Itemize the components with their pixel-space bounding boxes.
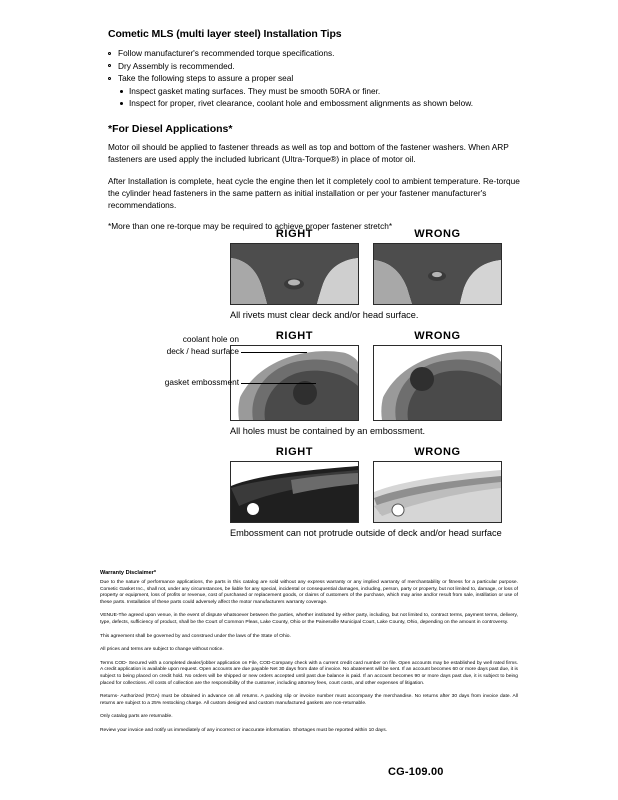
callout-line-1: coolant hole on [182,334,239,344]
warranty-section [100,570,518,742]
hollow-bullet-icon [108,64,111,67]
list-item [120,85,528,98]
warranty-paragraph: VENUE-The agreed upon venue, in the event of dispute whatsoever between the parties, whether instituted by either party, including, but not limited to, contract terms, payment terms, delivery, type, defects, sufficiency of product, shall be the Court of Common Pleas, Lake County, Ohio or the Painesville Municipal Court, Lake County, Ohio, depending on the amount in controversy. [100,613,518,625]
document-id: CG-109.00 [388,766,444,778]
retorque-note: *More than one re-torque may be required to achieve proper fastener stretch* [108,221,393,232]
sub-tips-list [120,85,528,110]
figure-label-wrong: WRONG [414,228,461,240]
list-item [108,72,528,85]
page-title: Cometic MLS (multi layer steel) Installation Tips [108,28,342,40]
figure-group-protrude [230,446,502,539]
tip-text: Follow manufacturer's recommended torque specifications. [118,48,335,58]
sub-tip-text: Inspect for proper, rivet clearance, coolant hole and embossment alignments as shown below. [129,98,474,109]
hollow-bullet-icon [108,52,111,55]
diesel-paragraph-1: Motor oil should be applied to fastener threads as well as top and bottom of the fastener washers. When ARP fasteners are used apply the included lubricant (Ultra-Torque®) in place of motor oil. [108,141,509,165]
hollow-bullet-icon [108,77,111,80]
figure-label-right: RIGHT [275,330,314,342]
callout-leader-line-1 [241,352,307,353]
tip-text: Take the following steps to assure a proper seal [118,73,294,84]
figure-image-protrude-right [230,461,359,523]
figure-group-rivets [230,228,502,321]
figure-wrong-protrude [373,446,502,523]
figure-right-embossment [230,330,359,421]
list-item [108,47,528,60]
figure-image-rivet-right [230,243,359,305]
figures-section [230,228,502,548]
figure-caption-rivets: All rivets must clear deck and/or head surface. [230,310,419,320]
warranty-paragraph: Due to the nature of performance applications, the parts in this catalog are sold without any express warranty or any implied warranty of merchantability or fitness for a particular purpose. Cometic Gasket Inc., shall not, under any circumstances, be liable for any special, incidental or consequential damages, including, person, party or property, but not limited to, damage, or loss of property or equipment, loss of profits or revenue, cost of purchased or replacement goods, or claims of customers of the purchase, which may arise and/or result from sale, instillation or use of these parts. Installation of these parts could adversely affect the motor manufacturers warranty coverage. [100,580,518,605]
callout-line-2: deck / head surface [166,345,239,356]
document-content [108,28,528,233]
figure-label-right: RIGHT [275,446,314,458]
callout-leader-line-2 [241,383,316,384]
warranty-paragraph: This agreement shall be governed by and construed under the laws of the State of Ohio. [100,633,291,639]
warranty-paragraph: Returns- Authorized (RGA) must be obtained in advance on all returns. A packing slip or invoice number must accompany the merchandise. No returns after 30 days from invoice date. All returns are subject to a 25% restocking charge. All custom designed and custom manufactured gaskets are non-returnable. [100,694,518,706]
callout-text: gasket embossment [164,377,239,387]
diesel-heading: *For Diesel Applications* [108,122,233,135]
solid-bullet-icon [120,102,123,105]
solid-bullet-icon [120,90,123,93]
figure-caption-protrude: Embossment can not protrude outside of deck and/or head surface [230,528,502,538]
figure-label-wrong: WRONG [414,446,461,458]
warranty-paragraph: Only catalog parts are returnable. [100,714,173,720]
figure-image-protrude-wrong [373,461,502,523]
protrude-right-diagram [231,462,358,522]
figure-wrong-rivets [373,228,502,305]
sub-tip-text: Inspect gasket mating surfaces. They must be smooth 50RA or finer. [129,85,381,96]
warranty-paragraph: All prices and terms are subject to change without notice. [100,647,224,653]
embossment-wrong-diagram [374,346,501,420]
rivet-wrong-diagram [374,244,501,304]
warranty-paragraph: Review your invoice and notify us immediately of any incorrect or inaccurate information. Shortages must be reported within 10 days. [100,727,388,733]
figure-wrong-embossment [373,330,502,421]
rivet-right-diagram [231,244,358,304]
figure-right-protrude [230,446,359,523]
warranty-paragraph: Terms COD- Secured with a completed dealer/jobber application on File, COD-Company check with a current credit card number on file. Open accounts may be established by well rated firms. A credit application is available upon request. Open accounts are due payable Net 30 days from date of invoice. No abatement will be sent. If an account becomes 60 or more days past due, it is subject to being placed on credit hold. No orders will be shipped or new orders accepted until past due balance is paid. If an account becomes 90 or more days past due, it is subject to being placed for collections. All costs of collection are the responsibility of the customer, including attorney fees, court costs, and other expenses of litigation. [100,660,518,686]
callout-coolant-hole [104,334,239,357]
list-item [108,60,528,73]
protrude-wrong-diagram [374,462,501,522]
tips-list [108,47,528,85]
figure-label-wrong: WRONG [414,330,461,342]
list-item [120,97,528,110]
callout-gasket-embossment [84,377,239,387]
figure-image-rivet-wrong [373,243,502,305]
diesel-paragraph-2: After Installation is complete, heat cycle the engine then let it completely cool to ambient temperature. Re-torque the cylinder head fasteners in the same pattern as initial installation or per your fastener manufacturer's recommendations. [108,175,520,211]
figure-right-rivets [230,228,359,305]
figure-image-embossment-wrong [373,345,502,421]
figure-caption-embossment: All holes must be contained by an embossment. [230,426,426,436]
warranty-heading: Warranty Disclaimer* [100,570,157,576]
tip-text: Dry Assembly is recommended. [118,60,235,71]
figure-label-right: RIGHT [275,228,314,240]
